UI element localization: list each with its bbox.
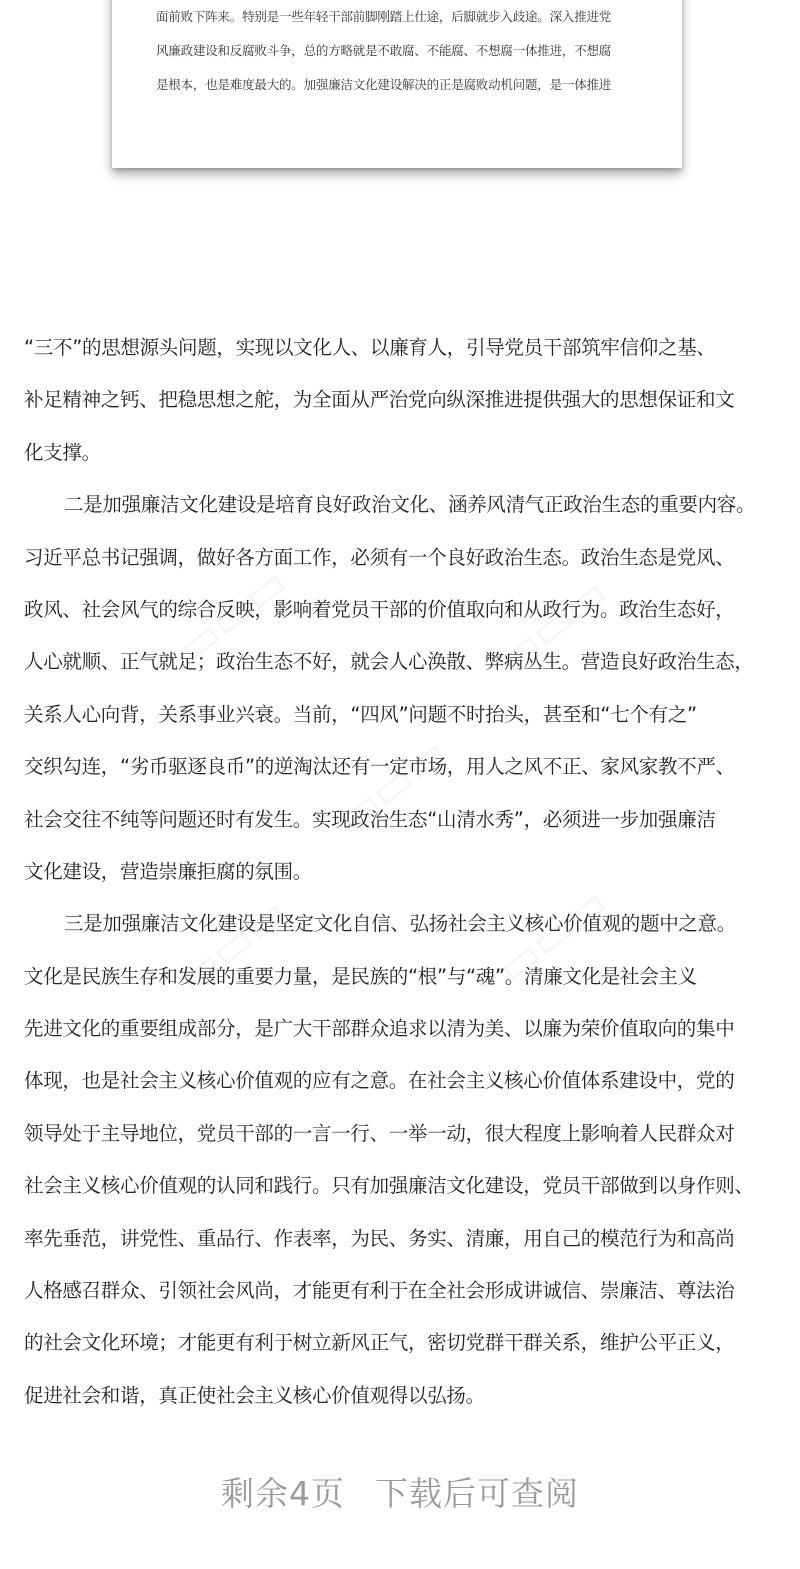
paragraph-line: 人心就顺、正气就足；政治生态不好，就会人心涣散、弊病丛生。营造良好政治生态，	[24, 650, 754, 674]
paragraph-line: 习近平总书记强调，做好各方面工作，必须有一个良好政治生态。政治生态是党风、	[24, 545, 735, 569]
article-body	[24, 322, 780, 1422]
paragraph-line: 先进文化的重要组成部分，是广大干部群众追求以清为美、以廉为荣价值取向的集中	[24, 1017, 735, 1041]
remaining-pages-label: 剩余4页	[221, 1474, 345, 1513]
paragraph-line: 社会主义核心价值观的认同和践行。只有加强廉洁文化建设，党员干部做到以身作则、	[24, 1174, 754, 1198]
download-to-view-label: 下载后可查阅	[375, 1474, 579, 1513]
preview-line: 风廉政建设和反腐败斗争，总的方略就是不敢腐、不能腐、不想腐一体推进，不想腐	[156, 43, 612, 58]
paragraph-line: 促进社会和谐，真正使社会主义核心价值观得以弘扬。	[24, 1383, 485, 1407]
paragraph-line: 政风、社会风气的综合反映，影响着党员干部的价值取向和从政行为。政治生态好，	[24, 597, 735, 621]
paragraph-line: 化支撑。	[24, 440, 101, 464]
preview-text	[156, 0, 656, 102]
paragraph-line: 的社会文化环境；才能更有利于树立新风正气，密切党群干群关系，维护公平正义，	[24, 1331, 735, 1355]
download-prompt[interactable]	[0, 1468, 800, 1515]
paragraph-line: 社会交往不纯等问题还时有发生。实现政治生态“山清水秀”，必须进一步加强廉洁	[24, 807, 716, 831]
paragraph-line: 体现，也是社会主义核心价值观的应有之意。在社会主义核心价值体系建设中，党的	[24, 1069, 735, 1093]
paragraph-line: 文化建设，营造崇廉拒腐的氛围。	[24, 859, 313, 883]
paragraph-line: “三不”的思想源头问题，实现以文化人、以廉育人，引导党员干部筑牢信仰之基、	[24, 336, 716, 359]
paragraph-line: 二是加强廉洁文化建设是培育良好政治文化、涵养风清气正政治生态的重要内容。	[64, 493, 756, 517]
paragraph-line: 关系人心向背，关系事业兴衰。当前，“四风”问题不时抬头，甚至和“七个有之”	[24, 702, 697, 726]
paragraph-line: 补足精神之钙、把稳思想之舵，为全面从严治党向纵深推进提供强大的思想保证和文	[24, 388, 735, 412]
paragraph-line: 人格感召群众、引领社会风尚，才能更有利于在全社会形成讲诚信、崇廉洁、尊法治	[24, 1279, 735, 1303]
paragraph-line: 文化是民族生存和发展的重要力量，是民族的“根”与“魂”。清廉文化是社会主义	[24, 964, 697, 988]
preview-line: 面前败下阵来。特别是一些年轻干部前脚刚踏上仕途，后脚就步入歧途。深入推进党	[156, 9, 612, 24]
paragraph-line: 交织勾连，“劣币驱逐良币”的逆淘汰还有一定市场，用人之风不正、家风家教不严、	[24, 755, 735, 779]
document-preview-card	[112, 0, 682, 168]
preview-line: 是根本，也是难度最大的。加强廉洁文化建设解决的正是腐败动机问题，是一体推进	[156, 77, 612, 92]
paragraph-line: 率先垂范，讲党性、重品行、作表率，为民、务实、清廉，用自己的模范行为和高尚	[24, 1226, 735, 1250]
paragraph-line: 三是加强廉洁文化建设是坚定文化自信、弘扬社会主义核心价值观的题中之意。	[64, 912, 737, 936]
paragraph-line: 领导处于主导地位，党员干部的一言一行、一举一动，很大程度上影响着人民群众对	[24, 1121, 735, 1145]
